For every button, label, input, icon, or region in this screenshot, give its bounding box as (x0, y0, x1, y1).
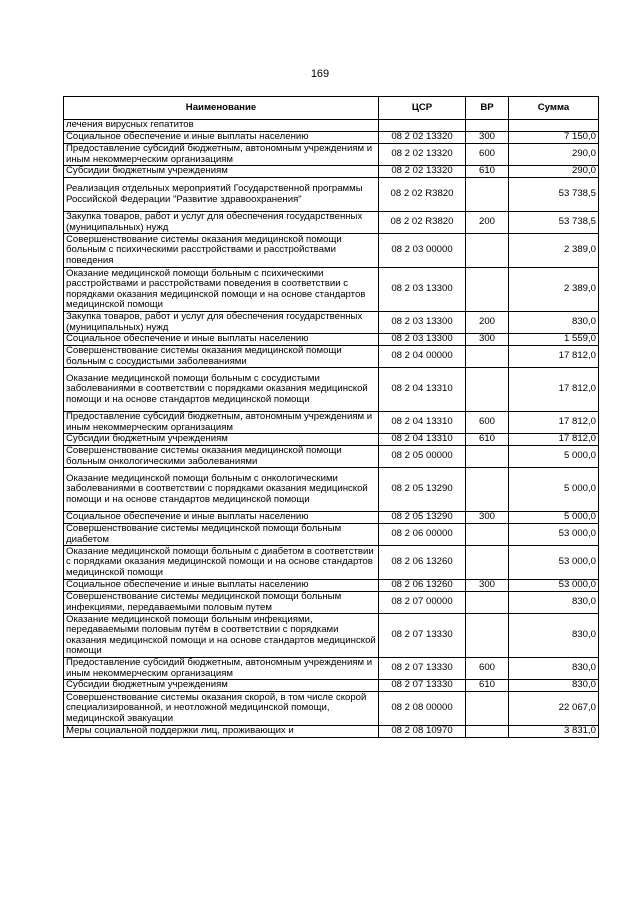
table-row (64, 212, 599, 234)
cell-sum: 17 812,0 (509, 434, 599, 446)
cell-vr: 610 (466, 166, 509, 178)
cell-csr: 08 2 06 13260 (379, 546, 466, 580)
cell-csr: 08 2 05 13290 (379, 468, 466, 512)
cell-name: Совершенствование системы медицинской помощи больным инфекциями, передаваемыми половым путем (64, 592, 379, 614)
cell-name: Субсидии бюджетным учреждениям (64, 680, 379, 692)
cell-name: Оказание медицинской помощи больным с сосудистыми заболеваниями в соответствии с порядками оказания медицинской помощи и на основе стандартов медицинской помощи (64, 368, 379, 412)
table-row (64, 346, 599, 368)
cell-vr: 300 (466, 334, 509, 346)
header-csr: ЦСР (379, 97, 466, 120)
cell-name: Социальное обеспечение и иные выплаты населению (64, 580, 379, 592)
cell-vr: 600 (466, 658, 509, 680)
table-row (64, 468, 599, 512)
table-row (64, 132, 599, 144)
table-row (64, 268, 599, 312)
cell-name: Закупка товаров, работ и услуг для обеспечения государственных (муниципальных) нужд (64, 312, 379, 334)
cell-name: Реализация отдельных мероприятий Государственной программы Российской Федерации "Развитие здравоохранения" (64, 178, 379, 212)
cell-vr: 300 (466, 132, 509, 144)
cell-sum: 2 389,0 (509, 268, 599, 312)
cell-csr: 08 2 06 00000 (379, 524, 466, 546)
cell-csr: 08 2 03 13300 (379, 334, 466, 346)
cell-csr: 08 2 07 00000 (379, 592, 466, 614)
header-vr: ВР (466, 97, 509, 120)
cell-csr: 08 2 07 13330 (379, 680, 466, 692)
table-row (64, 726, 599, 738)
cell-name: Совершенствование системы оказания медицинской помощи больным с сосудистыми заболеваниями (64, 346, 379, 368)
table-row (64, 334, 599, 346)
table-row (64, 312, 599, 334)
table-row (64, 592, 599, 614)
cell-sum: 830,0 (509, 680, 599, 692)
cell-name: Оказание медицинской помощи больным инфекциями, передаваемыми половым путём в соответствии с порядками оказания медицинской помощи и на основе стандартов медицинской помощи (64, 614, 379, 658)
cell-csr (379, 120, 466, 132)
table-row (64, 434, 599, 446)
table-row (64, 368, 599, 412)
cell-vr: 610 (466, 680, 509, 692)
table-row (64, 446, 599, 468)
cell-vr (466, 368, 509, 412)
cell-sum: 1 559,0 (509, 334, 599, 346)
cell-vr: 600 (466, 412, 509, 434)
cell-vr (466, 446, 509, 468)
cell-csr: 08 2 02 R3820 (379, 178, 466, 212)
cell-sum: 53 000,0 (509, 580, 599, 592)
cell-name: Оказание медицинской помощи больным с онкологическими заболеваниями в соответствии с порядками оказания медицинской помощи и на основе стандартов медицинской помощи (64, 468, 379, 512)
cell-vr (466, 468, 509, 512)
cell-sum: 290,0 (509, 144, 599, 166)
cell-csr: 08 2 03 13300 (379, 312, 466, 334)
header-name: Наименование (64, 97, 379, 120)
cell-csr: 08 2 04 13310 (379, 412, 466, 434)
header-sum: Сумма (509, 97, 599, 120)
cell-csr: 08 2 02 13320 (379, 132, 466, 144)
cell-csr: 08 2 03 13300 (379, 268, 466, 312)
table-row (64, 512, 599, 524)
cell-sum: 830,0 (509, 312, 599, 334)
cell-vr: 300 (466, 512, 509, 524)
cell-sum: 53 738,5 (509, 178, 599, 212)
cell-csr: 08 2 06 13260 (379, 580, 466, 592)
cell-csr: 08 2 02 R3820 (379, 212, 466, 234)
table-row (64, 692, 599, 726)
table-row (64, 546, 599, 580)
table-row (64, 524, 599, 546)
cell-vr (466, 346, 509, 368)
cell-name: Субсидии бюджетным учреждениям (64, 434, 379, 446)
table-row (64, 658, 599, 680)
cell-sum: 22 067,0 (509, 692, 599, 726)
cell-vr: 610 (466, 434, 509, 446)
cell-name: лечения вирусных гепатитов (64, 120, 379, 132)
cell-csr: 08 2 04 13310 (379, 368, 466, 412)
table-row (64, 234, 599, 268)
table-body (64, 120, 599, 738)
cell-sum: 5 000,0 (509, 512, 599, 524)
cell-vr (466, 268, 509, 312)
cell-sum: 17 812,0 (509, 346, 599, 368)
cell-vr: 600 (466, 144, 509, 166)
cell-sum: 7 150,0 (509, 132, 599, 144)
cell-name: Предоставление субсидий бюджетным, автономным учреждениям и иным некоммерческим организациям (64, 658, 379, 680)
table-row (64, 580, 599, 592)
table-row (64, 614, 599, 658)
cell-csr: 08 2 02 13320 (379, 166, 466, 178)
cell-name: Предоставление субсидий бюджетным, автономным учреждениям и иным некоммерческим организациям (64, 412, 379, 434)
cell-sum: 3 831,0 (509, 726, 599, 738)
cell-vr (466, 234, 509, 268)
cell-name: Меры социальной поддержки лиц, проживающих и (64, 726, 379, 738)
cell-name: Социальное обеспечение и иные выплаты населению (64, 512, 379, 524)
cell-name: Совершенствование системы оказания скорой, в том числе скорой специализированной, и неотложной медицинской помощи, медицинской эвакуации (64, 692, 379, 726)
cell-csr: 08 2 03 00000 (379, 234, 466, 268)
table-row (64, 166, 599, 178)
cell-name: Социальное обеспечение и иные выплаты населению (64, 334, 379, 346)
cell-vr: 200 (466, 212, 509, 234)
cell-csr: 08 2 04 00000 (379, 346, 466, 368)
cell-name: Совершенствование системы оказания медицинской помощи больным онкологическими заболеваниями (64, 446, 379, 468)
cell-name: Оказание медицинской помощи больным с диабетом в соответствии с порядками оказания медицинской помощи и на основе стандартов медицинской помощи (64, 546, 379, 580)
cell-name: Предоставление субсидий бюджетным, автономным учреждениям и иным некоммерческим организациям (64, 144, 379, 166)
cell-sum: 5 000,0 (509, 468, 599, 512)
cell-sum (509, 120, 599, 132)
cell-vr: 300 (466, 580, 509, 592)
cell-sum: 830,0 (509, 658, 599, 680)
cell-name: Закупка товаров, работ и услуг для обеспечения государственных (муниципальных) нужд (64, 212, 379, 234)
cell-vr (466, 614, 509, 658)
cell-name: Совершенствование системы оказания медицинской помощи больным с психическими расстройствами и расстройствами поведения (64, 234, 379, 268)
cell-vr (466, 120, 509, 132)
table-row (64, 178, 599, 212)
table-header (64, 97, 599, 120)
cell-vr (466, 726, 509, 738)
cell-csr: 08 2 08 00000 (379, 692, 466, 726)
cell-sum: 53 000,0 (509, 546, 599, 580)
cell-sum: 290,0 (509, 166, 599, 178)
cell-sum: 53 000,0 (509, 524, 599, 546)
table-row (64, 120, 599, 132)
cell-csr: 08 2 05 00000 (379, 446, 466, 468)
cell-name: Оказание медицинской помощи больным с психическими расстройствами и расстройствами поведения в соответствии с порядками оказания медицинской помощи и на основе стандартов медицинской помощи (64, 268, 379, 312)
cell-vr (466, 692, 509, 726)
cell-csr: 08 2 02 13320 (379, 144, 466, 166)
cell-csr: 08 2 04 13310 (379, 434, 466, 446)
cell-vr (466, 178, 509, 212)
cell-sum: 5 000,0 (509, 446, 599, 468)
cell-sum: 17 812,0 (509, 412, 599, 434)
table-row (64, 680, 599, 692)
header-row (64, 97, 599, 120)
cell-sum: 830,0 (509, 614, 599, 658)
cell-sum: 17 812,0 (509, 368, 599, 412)
table-row (64, 412, 599, 434)
cell-vr (466, 546, 509, 580)
cell-csr: 08 2 08 10970 (379, 726, 466, 738)
cell-name: Совершенствование системы медицинской помощи больным диабетом (64, 524, 379, 546)
cell-csr: 08 2 05 13290 (379, 512, 466, 524)
cell-vr: 200 (466, 312, 509, 334)
cell-csr: 08 2 07 13330 (379, 614, 466, 658)
page-number: 169 (310, 68, 330, 80)
cell-name: Субсидии бюджетным учреждениям (64, 166, 379, 178)
cell-sum: 830,0 (509, 592, 599, 614)
cell-csr: 08 2 07 13330 (379, 658, 466, 680)
cell-vr (466, 592, 509, 614)
cell-sum: 2 389,0 (509, 234, 599, 268)
budget-table (63, 96, 599, 738)
cell-vr (466, 524, 509, 546)
cell-name: Социальное обеспечение и иные выплаты населению (64, 132, 379, 144)
table-row (64, 144, 599, 166)
cell-sum: 53 738,5 (509, 212, 599, 234)
